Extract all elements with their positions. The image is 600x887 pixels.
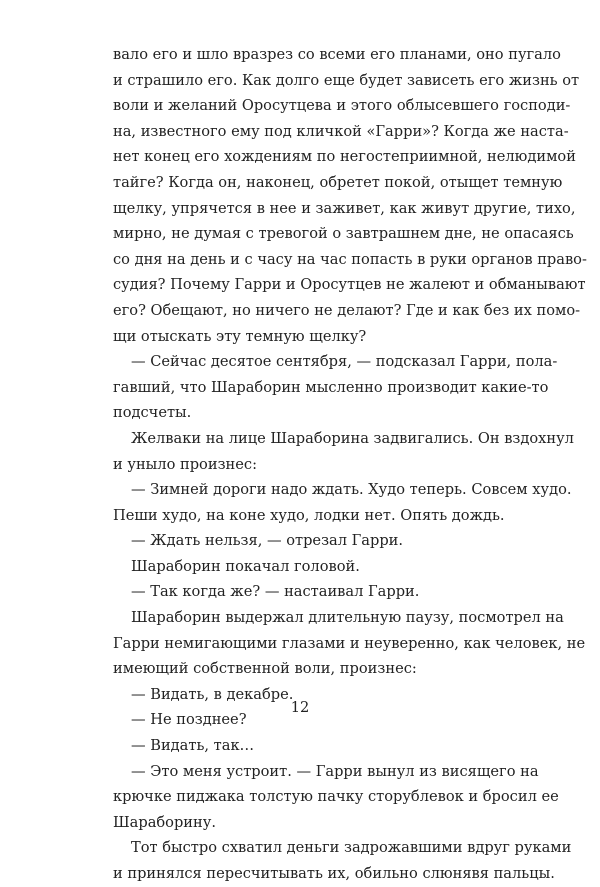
text-line: и принялся пересчитывать их, обильно слюнявя пальцы. — [113, 865, 555, 882]
text-line: — Так когда же? — настаивал Гарри. — [131, 583, 420, 601]
text-line: вало его и шло вразрез со всеми его планами, оно пугало — [113, 46, 561, 63]
page-number: 12 — [290, 699, 310, 716]
text-line: — Сейчас десятое сентября, — подсказал Гарри, пола- — [131, 353, 558, 371]
text-line: на, известного ему под кличкой «Гарри»? Когда же наста- — [113, 122, 569, 140]
text-line: Шараборин покачал головой. — [131, 557, 360, 575]
text-line: воли и желаний Оросутцева и этого облысевшего господи- — [113, 97, 571, 115]
text-line: его? Обещают, но ничего не делают? Где и как без их помо- — [113, 301, 581, 319]
text-line: судия? Почему Гарри и Оросутцев не жалеют и обманывают — [113, 276, 586, 294]
text-line: и уныло произнес: — [113, 455, 257, 473]
text-line: Гарри немигающими глазами и неуверенно, как человек, не — [113, 634, 586, 652]
text-line: Шараборину. — [113, 813, 216, 831]
text-line: — Видать, в декабре. — [131, 685, 294, 703]
text-line: мирно, не думая с тревогой о завтрашнем дне, не опасаясь — [113, 225, 574, 243]
text-line: со дня на день и с часу на час попасть в руки органов право- — [113, 250, 587, 268]
text-line: подсчеты. — [113, 404, 192, 422]
text-line: тайге? Когда он, наконец, обретет покой, отыщет темную — [113, 173, 563, 191]
text-line: щи отыскать эту темную щелку? — [113, 327, 367, 345]
text-line: Шараборин выдержал длительную паузу, посмотрел на — [131, 609, 564, 627]
text-line: Желваки на лице Шараборина задвигались. Он вздохнул — [131, 429, 574, 447]
text-line: — Не позднее? — [131, 711, 247, 729]
text-line: щелку, упрячется в нее и заживет, как живут другие, тихо, — [113, 199, 576, 217]
text-line: — Это меня устроит. — Гарри вынул из висящего на — [131, 762, 539, 780]
text-line: — Зимней дороги надо ждать. Худо теперь. Совсем худо. — [131, 481, 572, 499]
text-line: — Видать, так… — [131, 737, 255, 755]
body-text — [113, 42, 587, 887]
text-line: — Ждать нельзя, — отрезал Гарри. — [131, 532, 404, 550]
text-line: крючке пиджака толстую пачку сторублевок и бросил ее — [113, 788, 559, 806]
text-line: Пеши худо, на коне худо, лодки нет. Опять дождь. — [113, 506, 505, 524]
text-line: Тот быстро схватил деньги задрожавшими вдруг руками — [131, 839, 572, 857]
text-line: гавший, что Шараборин мысленно производит какие-то — [113, 378, 549, 396]
text-line: и страшило его. Как долго еще будет зависеть его жизнь от — [113, 71, 580, 89]
text-line: имеющий собственной воли, произнес: — [113, 660, 417, 678]
text-line: нет конец его хождениям по негостеприимной, нелюдимой — [113, 148, 576, 166]
